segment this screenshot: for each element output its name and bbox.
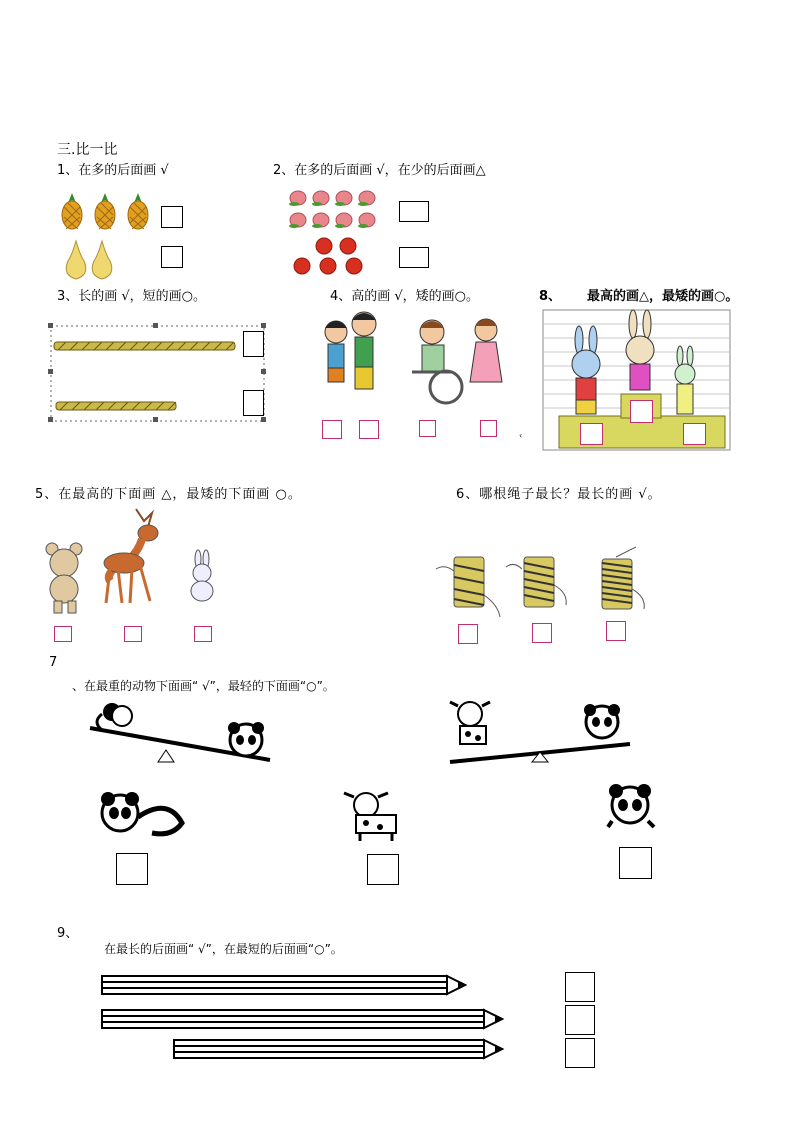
children-image (318, 312, 518, 417)
q7-answer-box-1[interactable] (116, 853, 148, 885)
section-title: 三.比一比 (57, 142, 118, 158)
q9-answer-box-3[interactable] (565, 1038, 595, 1068)
q7-number: 7 (49, 655, 58, 670)
q8-answer-box-left[interactable] (580, 423, 603, 445)
q9-label: 在最长的后面画“ √”，在最短的后面画“○”。 (104, 942, 343, 956)
q3-answer-box-1[interactable] (243, 331, 264, 357)
q7-answer-box-3[interactable] (619, 847, 652, 879)
q8-answer-box-middle[interactable] (630, 400, 653, 423)
q9-answer-box-1[interactable] (565, 972, 595, 1002)
pencils-image (100, 970, 510, 1070)
peaches-apples-image (288, 188, 378, 278)
q4-label: 4、高的画 √，矮的画○。 (330, 289, 480, 304)
q5-answer-box-2[interactable] (124, 626, 142, 642)
q1-label: 1、在多的后面画 √ (57, 163, 169, 178)
q2-answer-box-1[interactable] (399, 201, 429, 222)
q1-answer-box-1[interactable] (161, 206, 183, 228)
q1-answer-box-2[interactable] (161, 246, 183, 268)
q6-label: 6、哪根绳子最长？最长的画 √。 (456, 487, 662, 502)
q3-label: 3、长的画 √，短的画○。 (57, 289, 207, 304)
ropes-image (48, 323, 270, 423)
stray-mark: ‹ (519, 431, 523, 440)
q4-answer-box-4[interactable] (480, 420, 497, 437)
q8-answer-box-right[interactable] (683, 423, 706, 445)
q8-label: 最高的画△，最矮的画○。 (587, 289, 739, 304)
q5-label: 5、在最高的下面画 △，最矮的下面画 ○。 (35, 487, 302, 502)
q3-answer-box-2[interactable] (243, 390, 264, 416)
animals-row-image (92, 785, 692, 840)
q4-answer-box-3[interactable] (419, 420, 436, 437)
q2-label: 2、在多的后面画 √，在少的后面画△ (273, 163, 486, 178)
q6-answer-box-2[interactable] (532, 623, 552, 643)
q4-answer-box-2[interactable] (359, 420, 379, 439)
q8-number: 8、 (539, 289, 562, 304)
q5-answer-box-1[interactable] (54, 626, 72, 642)
q6-answer-box-3[interactable] (606, 621, 626, 641)
q2-answer-box-2[interactable] (399, 247, 429, 268)
q9-answer-box-2[interactable] (565, 1005, 595, 1035)
q7-answer-box-2[interactable] (367, 854, 399, 885)
q7-label: 、在最重的动物下面画“ √”，最轻的下面画“○”。 (72, 679, 335, 693)
pineapples-image (58, 193, 158, 283)
seesaw-scene-image (80, 696, 645, 768)
rope-spools-image (436, 545, 666, 620)
q4-answer-box-1[interactable] (322, 420, 342, 439)
q9-number: 9、 (57, 926, 79, 941)
q6-answer-box-1[interactable] (458, 624, 478, 644)
bear-deer-rabbit-image (36, 505, 236, 645)
q5-answer-box-3[interactable] (194, 626, 212, 642)
